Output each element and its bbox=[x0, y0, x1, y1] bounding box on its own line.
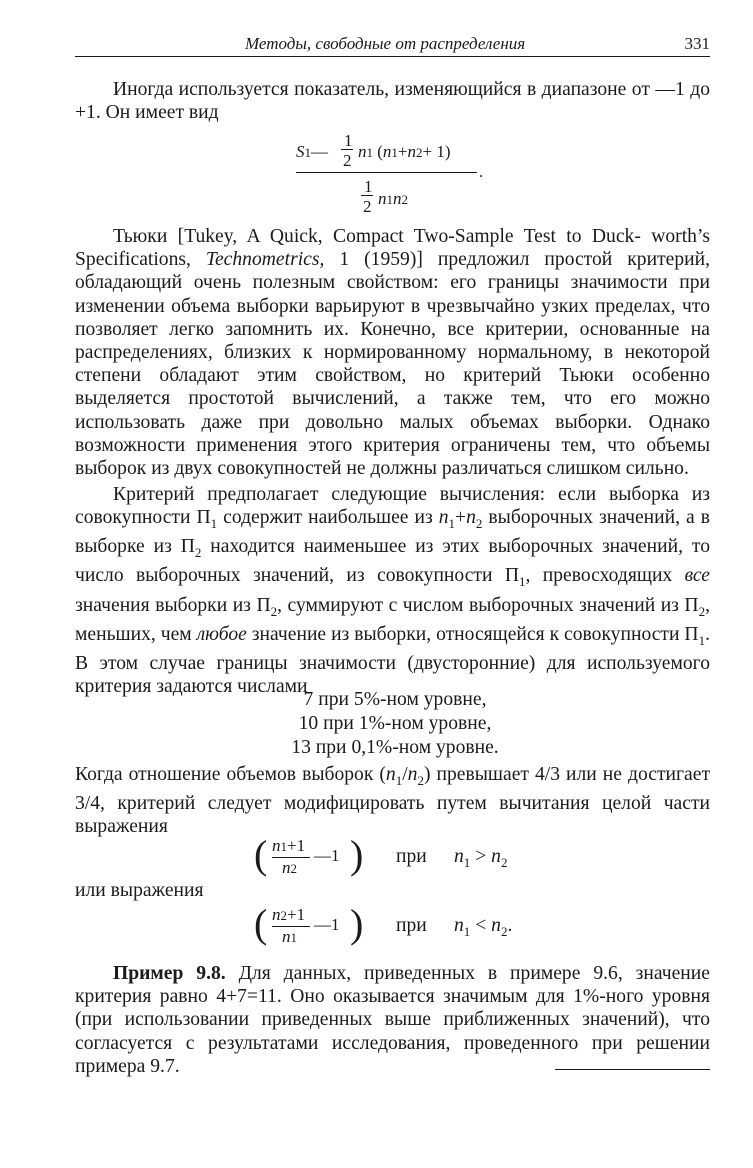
page-number: 331 bbox=[684, 34, 710, 53]
tukey-line2a: worth’s Specifications, bbox=[75, 226, 710, 271]
formula1-half-line bbox=[341, 149, 353, 150]
level-01: 13 при 0,1%-ном уровне. bbox=[291, 737, 499, 758]
formula1-main-line bbox=[296, 172, 477, 173]
or-expression: или выражения bbox=[75, 880, 204, 901]
example-text: Для данных, приведенных в примере 9.6, значение критерия равно 4+7=11. Оно оказывается значимым для 1%-ного уровня (при использовании приведенных выше приближенных значений), что согласуется с результатами исследования, проведенного при решении примера 9.7. bbox=[75, 963, 710, 1077]
formula1-half-den: 2 bbox=[343, 151, 352, 170]
example-label: Пример 9.8. bbox=[113, 963, 226, 984]
level-5: 7 при 5%-ном уровне, bbox=[303, 689, 487, 710]
formula1-half-num: 1 bbox=[344, 131, 353, 150]
journal-name: Technometrics, bbox=[205, 249, 325, 271]
formula1-numerator-rest: n1 (n1+n2+ 1) bbox=[358, 142, 451, 161]
tukey-paragraph bbox=[75, 225, 710, 480]
significance-levels bbox=[255, 688, 535, 760]
formula1-den-half-line bbox=[361, 195, 373, 196]
end-rule bbox=[555, 1069, 710, 1070]
formula1-denominator: n1n2 bbox=[378, 189, 408, 208]
formula1-numerator: S1— bbox=[296, 142, 328, 161]
level-1: 10 при 1%-ном уровне, bbox=[298, 713, 492, 734]
tukey-line1: Тьюки [Tukey, A Quick, Compact Two-Sample Test to Duck- bbox=[113, 226, 641, 247]
formula1-den-half-num: 1 bbox=[364, 177, 373, 196]
ratio-paragraph: Когда отношение объемов выборок $(n_1/n_2)$ превышает 4/3 или не достигает 3/4, критерий следует модифицировать путем вычитания целой части выражения bbox=[75, 764, 711, 838]
calc-paragraph: Критерий предполагает следующие вычисления: если выборка из совокупности $П_1$ содержит наибольшее из $n_1+n_2$ выборочных значений, а в выборке из $П_2$ находится наименьшее из этих выборочных значений, то число выборочных значений, из совокупности $П_1$, превосходящих все значения выборки из $П_2$, суммируют с числом выборочных значений из $П_2$, меньших, чем любое значение из выборки, относящейся к совокупности $П_1$. В этом случае границы значимости (двусторонние) для используемого критерия задаются числами bbox=[75, 484, 711, 697]
formula1-period: . bbox=[479, 162, 484, 181]
intro-paragraph: Иногда используется показатель, изменяющийся в диапазоне от —1 до +1. Он имеет вид bbox=[75, 79, 710, 124]
tukey-rest: критерий, обладающий очень полезным свойством: его границы значимости при изменении объема выборки варьируют в чрезвычайно узких пределах, что позволяет легко запомнить их. Конечно, все критерии, основанные на распределениях, близких к нормированному нормальному, в некоторой степени обладают этим свойством, но критерий Тьюки особенно выделяется простотой вычислений, а также тем, что его можно использовать даже при довольно малых объемах выборки. Однако возможности применения этого критерия ограничены тем, что объемы выборок из двух совокупностей не должны различаться слишком сильно. bbox=[75, 249, 710, 480]
running-title: Методы, свободные от распределения bbox=[245, 34, 526, 53]
page-header bbox=[75, 34, 710, 57]
example-paragraph bbox=[75, 962, 710, 1078]
book-page: Методы, свободные от распределения 331 Иногда используется показатель, изменяющийся в диапазоне от —1 до +1. Он имеет вид S1— 1 2 n1 (n1+n2+ 1) . 1 2 n1n2 Тьюки [Tukey, A Quick, Compact Two-Sample Test to Duck- worth’s Specifications, Technometrics, 1 (1959)] предложил простой критерий, обладающий очень полезным свойством: его границы значимости при изменении объема выборки варьируют в чрезвычайно узких пределах, что позволяет легко запомнить их. Конечно, все критерии, основанные на распределениях, близких к нормированному нормальному, в некоторой степени обладают этим свойством, но критерий Тьюки особенно выделяется простотой вычислений, а также тем, что его можно использовать даже при довольно малых объемах выборки. Однако возможности применения этого критерия ограничены тем, что объемы выборок из двух совокупностей не должны различаться слишком сильно. Критерий предполагает следующие вычисления: если выборка из совокупности $П_1$ содержит наибольшее из $n_1+n_2$ выборочных значений, а в выборке из $П_2$ находится наименьшее из этих выборочных значений, то число выборочных значений, из совокупности $П_1$, превосходящих все значения выборки из $П_2$, суммируют с числом выборочных значений из $П_2$, меньших, чем любое значение из выборки, относящейся к совокупности $П_1$. В этом случае границы значимости (двусторонние) для используемого критерия задаются числами 7 при 5%-ном уровне, 10 при 1%-ном уровне, 13 при 0,1%-ном уровне. Когда отношение объемов выборок $(n_1/n_2)$ превышает 4/3 или не достигает 3/4, критерий следует модифицировать путем вычитания целой части выражения ( n1+1 n2 —1 ) при $n_1 > n_2$ или выражения ( n2+1 n1 —1 ) при $n_1 < n_2$. Пример 9.8. Для данных, приведенных в примере 9.6, значение критерия равно 4+7=11. Оно оказывается значимым для 1%-ного уровня (при использовании приведенных выше приближенных значений), что согласуется с результатами исследования, проведенного при решении примера 9.7. bbox=[75, 34, 711, 1077]
tukey-line2b: 1 (1959)] предложил простой bbox=[324, 249, 613, 271]
formula1-den-half-den: 2 bbox=[363, 197, 372, 216]
